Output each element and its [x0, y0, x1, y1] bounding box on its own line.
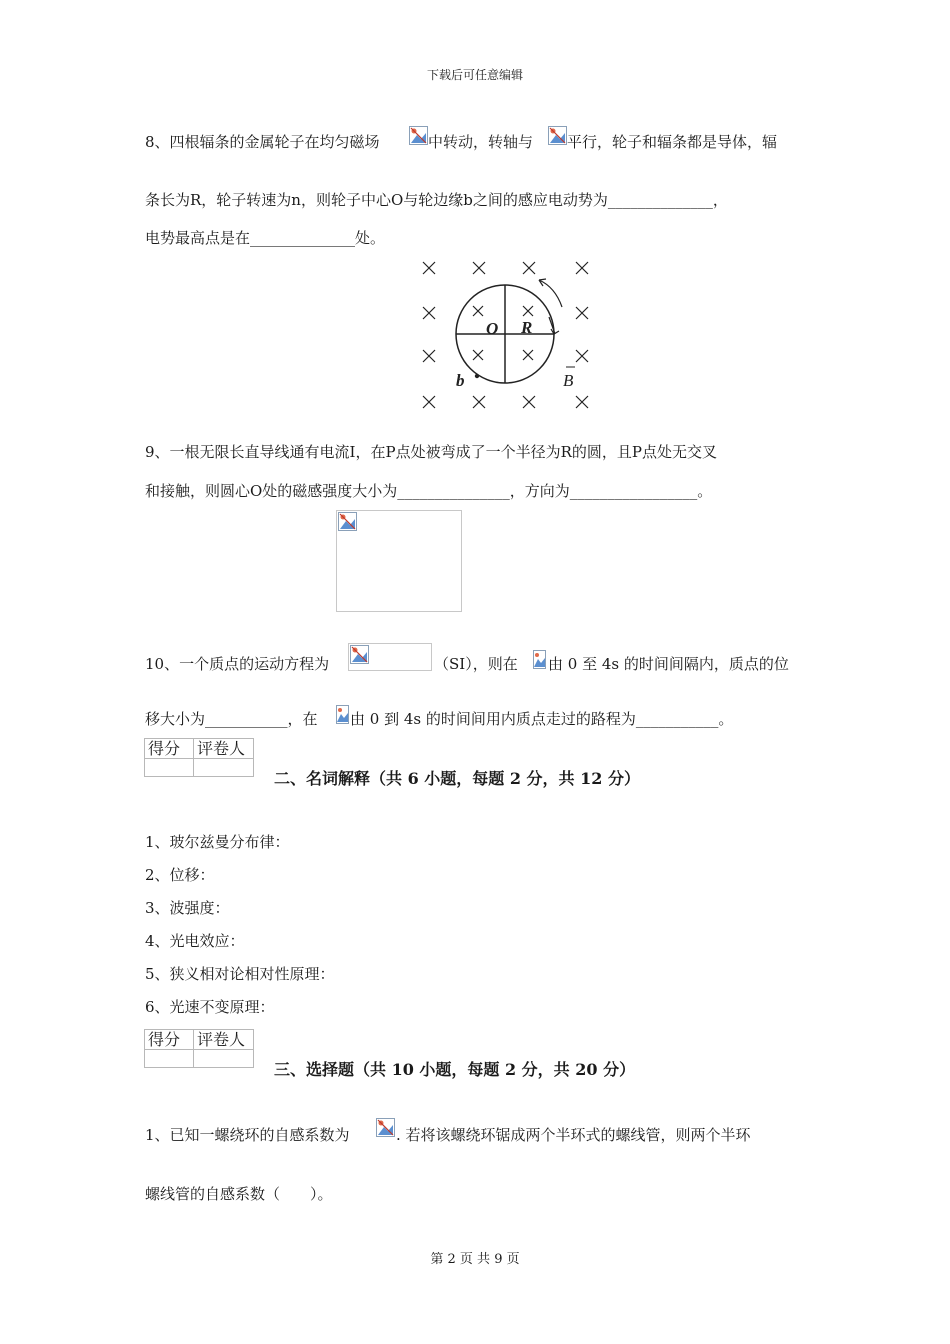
grader-cell[interactable] [194, 1050, 254, 1068]
score-label: 得分 [145, 1030, 194, 1050]
s3-q1-text-b: . 若将该螺绕环锯成两个半环式的螺线管，则两个半环 [396, 1126, 751, 1144]
label-o: O [486, 319, 499, 338]
broken-image-icon [409, 126, 428, 145]
list-item: 6、光速不变原理： [145, 998, 275, 1016]
q10-text-b: （SI），则在 [434, 655, 518, 673]
wheel-figure [415, 255, 600, 415]
broken-image-icon [376, 1118, 395, 1137]
label-field-b: B [563, 371, 574, 390]
label-r: R [521, 318, 533, 337]
q8-line3: 电势最高点是在______________处。 [145, 229, 386, 247]
q9-line2: 和接触，则圆心O处的磁感强度大小为_______________，方向为_________________。 [145, 482, 713, 500]
list-item: 4、光电效应： [145, 932, 245, 950]
score-cell[interactable] [145, 759, 194, 777]
q10-text-c: 由 0 至 4s 的时间间隔内，质点的位 [548, 655, 789, 673]
broken-image-icon [533, 650, 546, 669]
broken-image-icon [548, 126, 567, 145]
q8-text-b: 中转动，转轴与 [428, 133, 534, 151]
broken-image-icon [350, 645, 369, 664]
list-item: 3、波强度： [145, 899, 230, 917]
score-label: 得分 [145, 739, 194, 759]
grader-cell[interactable] [194, 759, 254, 777]
score-cell[interactable] [145, 1050, 194, 1068]
broken-image-icon [336, 705, 349, 724]
label-b: b [456, 371, 465, 390]
score-box [144, 1029, 254, 1068]
page-footer: 第 2 页 共 9 页 [430, 1252, 520, 1267]
list-item: 1、玻尔兹曼分布律： [145, 833, 290, 851]
s3-q1-text-c: 螺线管的自感系数（ ）。 [145, 1185, 333, 1203]
q10-text-e: 由 0 到 4s 的时间间用内质点走过的路程为___________。 [350, 710, 734, 728]
list-item: 5、狭义相对论相对性原理： [145, 965, 335, 983]
q8-line2: 条长为R，轮子转速为n，则轮子中心O与轮边缘b之间的感应电动势为______________， [145, 191, 728, 209]
grader-label: 评卷人 [194, 1030, 254, 1050]
q9-line1: 9、一根无限长直导线通有电流I，在P点处被弯成了一个半径为R的圆，且P点处无交叉 [145, 443, 717, 461]
q8-line1 [145, 133, 380, 151]
q10-text-d: 移大小为___________，在 [145, 710, 318, 728]
score-box [144, 738, 254, 777]
q10-text-a: 10、一个质点的运动方程为 [145, 655, 330, 673]
q8-text-a: 8、四根辐条的金属轮子在均匀磁场 [145, 133, 380, 151]
page-header: 下载后可任意编辑 [426, 68, 523, 82]
broken-image-icon [338, 512, 357, 531]
section2-title: 二、名词解释（共 6 小题，每题 2 分，共 12 分） [274, 769, 640, 788]
list-item: 2、位移： [145, 866, 215, 884]
q8-text-c: 平行，轮子和辐条都是导体，辐 [567, 133, 778, 151]
s3-q1-text-a: 1、已知一螺绕环的自感系数为 [145, 1126, 350, 1144]
section3-title: 三、选择题（共 10 小题，每题 2 分，共 20 分） [274, 1060, 636, 1079]
grader-label: 评卷人 [194, 739, 254, 759]
